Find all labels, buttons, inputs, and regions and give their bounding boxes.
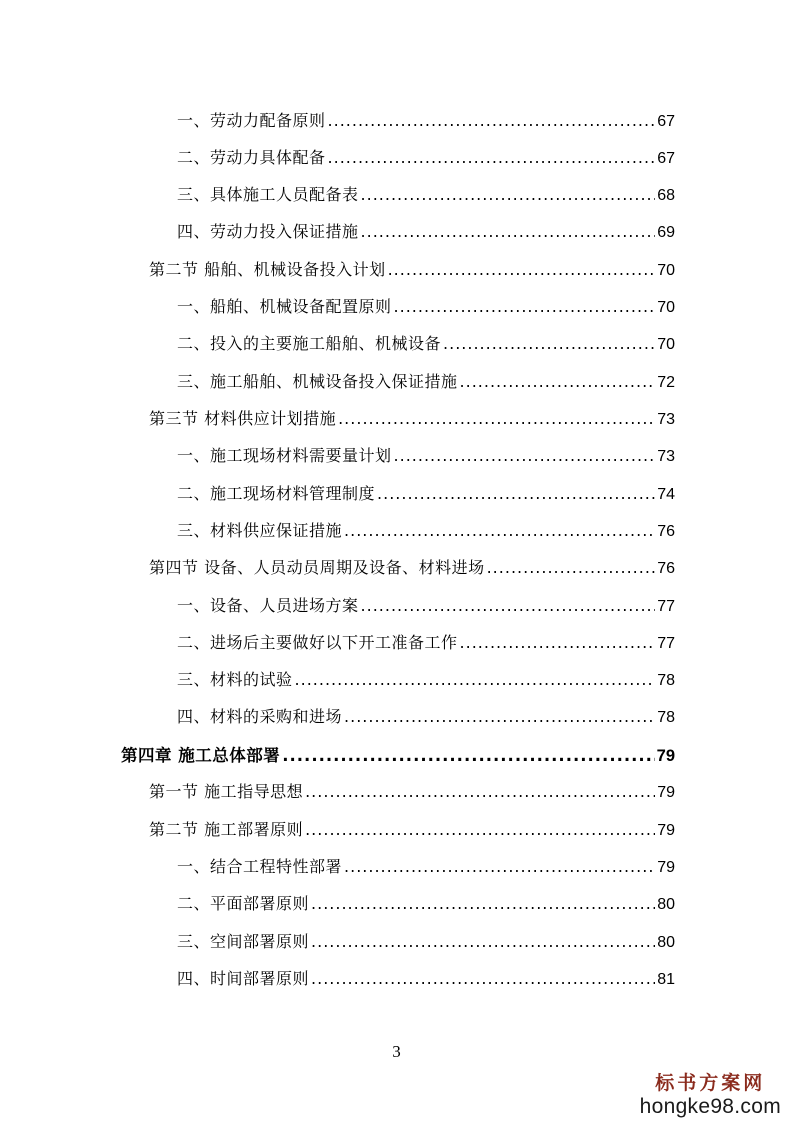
toc-entry[interactable] [149,817,675,843]
toc-entry[interactable] [177,891,675,917]
toc-leader-dots [344,707,655,726]
toc-entry-page: 80 [657,934,675,951]
toc-entry-page: 70 [657,336,675,353]
toc-leader-dots [460,633,656,652]
toc-leader-dots [361,222,656,241]
toc-entry[interactable] [177,593,675,619]
toc-entry-page: 79 [657,859,675,876]
toc-entry-label: 三、施工船舶、机械设备投入保证措施 [177,372,458,391]
toc-leader-dots [311,932,655,951]
toc-entry-page: 76 [657,560,675,577]
toc-leader-dots [377,484,655,503]
toc-entry-page: 77 [657,635,675,652]
toc-leader-dots [361,596,656,615]
toc-entry-label: 一、船舶、机械设备配置原则 [177,297,392,316]
site-watermark [640,1068,781,1119]
toc-entry-label: 第二节 船舶、机械设备投入计划 [149,260,386,279]
toc-entry[interactable] [177,481,675,507]
toc-leader-dots [460,372,656,391]
toc-leader-dots [344,857,655,876]
toc-entry-page: 78 [657,709,675,726]
toc-entry[interactable] [149,257,675,283]
toc-entry-page: 73 [657,448,675,465]
toc-entry[interactable] [177,630,675,656]
toc-entry-page: 68 [657,187,675,204]
toc-leader-dots [328,111,656,130]
toc-entry[interactable] [177,667,675,693]
toc-entry-label: 一、劳动力配备原则 [177,111,326,130]
watermark-cn-text: 标书方案网 [655,1072,766,1094]
toc-entry-label: 第三节 材料供应计划措施 [149,409,337,428]
toc-entry-label: 四、材料的采购和进场 [177,707,343,726]
toc-entry-page: 70 [657,299,675,316]
toc-entry-page: 69 [657,224,675,241]
toc-entry-label: 二、平面部署原则 [177,894,310,913]
toc-entry-label: 第二节 施工部署原则 [149,820,304,839]
toc-entry[interactable] [177,145,675,171]
toc-entry-label: 三、具体施工人员配备表 [177,185,359,204]
toc-entry[interactable] [177,369,675,395]
toc-leader-dots [361,185,656,204]
toc-entry-page: 76 [657,523,675,540]
toc-entry-page: 79 [657,822,675,839]
toc-leader-dots [388,260,656,279]
toc-entry-label: 二、投入的主要施工船舶、机械设备 [177,334,442,353]
toc-entry-label: 二、进场后主要做好以下开工准备工作 [177,633,458,652]
toc-entry-page: 78 [657,672,675,689]
toc-entry[interactable] [177,331,675,357]
toc-entry-label: 第四节 设备、人员动员周期及设备、材料进场 [149,558,485,577]
toc-entry-page: 80 [657,896,675,913]
toc-leader-dots [487,558,656,577]
toc-leader-dots [443,334,655,353]
toc-entry-page: 70 [657,262,675,279]
toc-entry-label: 二、劳动力具体配备 [177,148,326,167]
toc-leader-dots [338,409,655,428]
toc-entry-label: 一、施工现场材料需要量计划 [177,446,392,465]
toc-entry-label: 第四章 施工总体部署 [121,746,281,765]
toc-leader-dots [328,148,656,167]
toc-entry-page: 81 [657,971,675,988]
toc-entry-label: 一、设备、人员进场方案 [177,596,359,615]
toc-entry-page: 77 [657,598,675,615]
toc-entry[interactable] [177,929,675,955]
toc-entry[interactable] [177,294,675,320]
toc-entry[interactable] [149,779,675,805]
toc-entry-page: 72 [657,374,675,391]
toc-entry-label: 二、施工现场材料管理制度 [177,484,376,503]
toc-entry[interactable] [149,406,675,432]
toc-entry-page: 67 [657,113,675,130]
page-number: 3 [392,1042,401,1061]
toc-leader-dots [295,670,656,689]
toc-entry-label: 第一节 施工指导思想 [149,782,304,801]
toc-entry[interactable] [177,704,675,730]
toc-entry-page: 73 [657,411,675,428]
toc-entry-label: 三、空间部署原则 [177,932,310,951]
toc-entry-label: 四、劳动力投入保证措施 [177,222,359,241]
toc-entry[interactable] [149,555,675,581]
toc-leader-dots [282,746,654,765]
toc-entry-label: 四、时间部署原则 [177,969,310,988]
toc-entry[interactable] [177,219,675,245]
toc-entry-label: 三、材料供应保证措施 [177,521,343,540]
toc-leader-dots [305,782,655,801]
toc-entry[interactable] [177,108,675,134]
toc-leader-dots [311,969,655,988]
toc-leader-dots [311,894,655,913]
toc-entry[interactable] [177,518,675,544]
toc-entry[interactable] [177,443,675,469]
toc-entry-page: 67 [657,150,675,167]
toc-leader-dots [305,820,655,839]
toc-chapter-entry[interactable] [121,742,675,768]
toc-leader-dots [394,446,656,465]
toc-leader-dots [344,521,655,540]
toc-leader-dots [394,297,656,316]
toc-entry[interactable] [177,182,675,208]
toc-entry-label: 一、结合工程特性部署 [177,857,343,876]
toc-entry[interactable] [177,966,675,992]
toc-entry-page: 74 [657,486,675,503]
toc-entry-label: 三、材料的试验 [177,670,293,689]
toc-entry-page: 79 [656,747,675,765]
toc-entry-page: 79 [657,784,675,801]
toc-entry[interactable] [177,854,675,880]
watermark-en-text: hongke98.com [639,1095,781,1118]
